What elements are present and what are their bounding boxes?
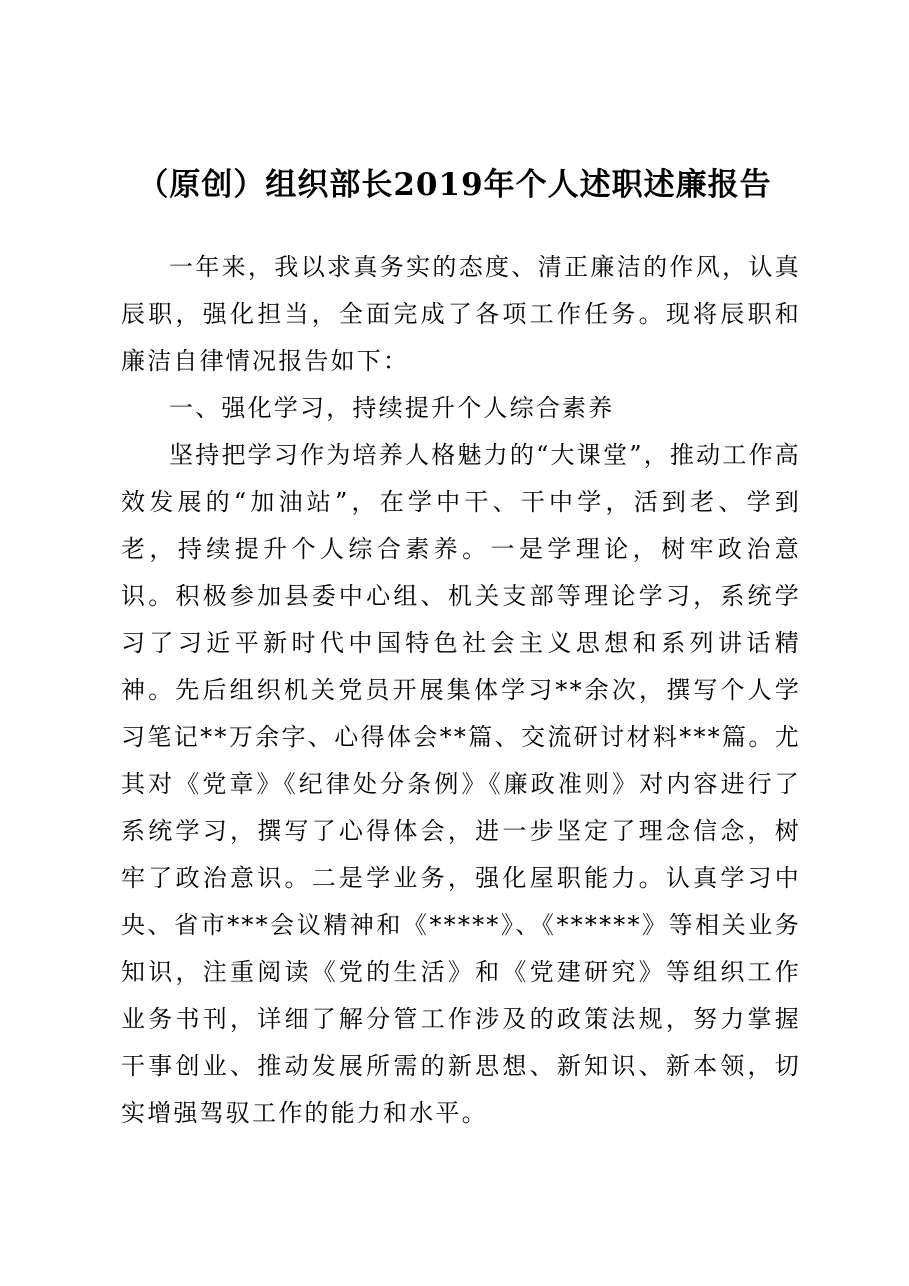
document-title: （原创）组织部长2019年个人述职述廉报告 <box>137 167 772 203</box>
document-body <box>121 244 801 1137</box>
study-paragraph: 坚持把学习作为培养人格魅力的“大课堂”，推动工作高效发展的“加油站”，在学中干、干中学，活到老、学到老，持续提升个人综合素养。一是学理论，树牢政治意识。积极参加县委中心组、机关支部等理论学习，系统学习了习近平新时代中国特色社会主义思想和系列讲话精神。先后组织机关党员开展集体学习**余次，撰写个人学习笔记**万余字、心得体会**篇、交流研讨材料***篇。尤其对《党章》《纪律处分条例》《廉政准则》对内容进行了系统学习，撰写了心得体会，进一步坚定了理念信念，树牢了政治意识。二是学业务，强化屋职能力。认真学习中央、省市***会议精神和《*****》、《******》等相关业务知识，注重阅读《党的生活》和《党建研究》等组织工作业务书刊，详细了解分管工作涉及的政策法规，努力掌握干事创业、推动发展所需的新思想、新知识、新本领，切实增强驾驭工作的能力和水平。 <box>121 441 801 1127</box>
intro-paragraph: 一年来，我以求真务实的态度、清正廉洁的作风，认真辰职，强化担当，全面完成了各项工作任务。现将辰职和廉洁自律情况报告如下： <box>121 253 801 375</box>
section-heading: 一、强化学习，持续提升个人综合素养 <box>169 394 615 422</box>
